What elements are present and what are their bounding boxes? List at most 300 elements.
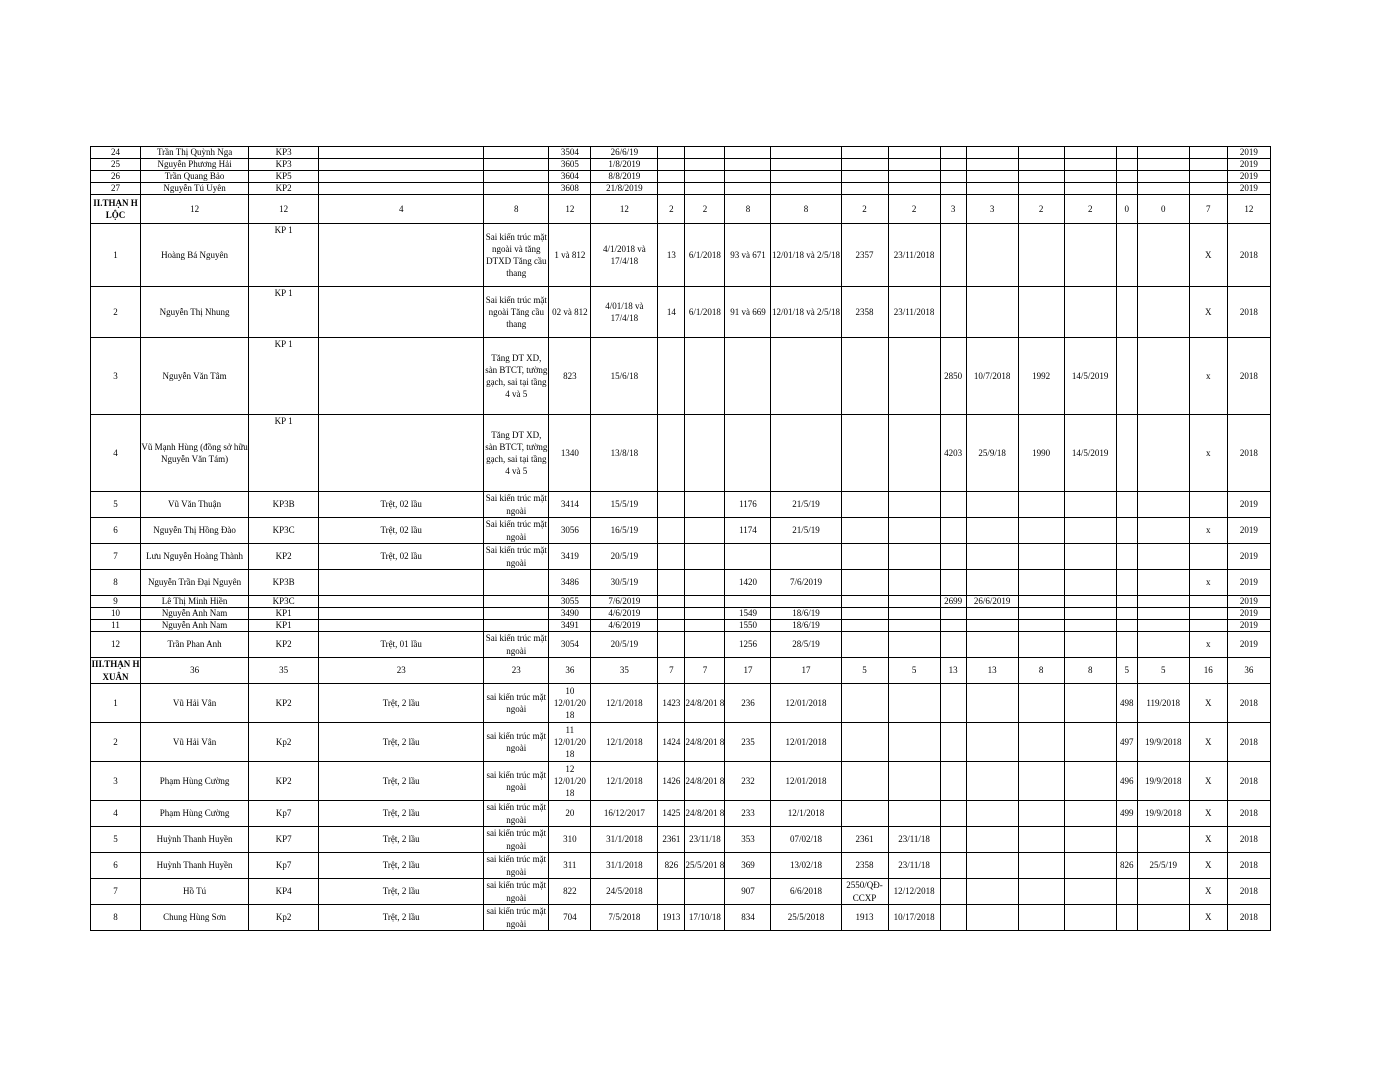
cell-name: Nguyễn Văn Tâm <box>141 338 249 415</box>
cell-c4-no <box>940 224 966 287</box>
cell-c5-no <box>1018 544 1064 570</box>
cell-area: KP3B <box>249 492 319 518</box>
cell-doc-date: 20/5/19 <box>591 544 658 570</box>
cell-c3-date <box>888 608 940 620</box>
cell-c3-date <box>888 147 940 159</box>
cell-doc-no: 12 <box>549 195 591 224</box>
cell-violation: sai kiến trúc mặt ngoài <box>484 827 549 853</box>
cell-stt: 9 <box>91 596 141 608</box>
cell-c3-no <box>841 596 888 608</box>
cell-c1-date <box>685 338 725 415</box>
cell-c1-date: 24/8/201 8 <box>685 723 725 762</box>
cell-doc-no: 3414 <box>549 492 591 518</box>
cell-c1-no <box>658 518 685 544</box>
cell-name: Nguyễn Tú Uyên <box>141 183 249 195</box>
cell-area: KP1 <box>249 620 319 632</box>
cell-c4-no <box>940 570 966 596</box>
table-row <box>91 224 1271 287</box>
cell-name: Vũ Hải Vân <box>141 684 249 723</box>
cell-c4-date <box>966 723 1018 762</box>
cell-c6-date <box>1137 224 1189 287</box>
cell-mark: x <box>1189 338 1227 415</box>
cell-c5-date <box>1064 853 1116 879</box>
cell-c3-date: 12/12/2018 <box>888 879 940 905</box>
cell-name: Trần Thị Quỳnh Nga <box>141 147 249 159</box>
cell-c5-no <box>1018 570 1064 596</box>
cell-mark: X <box>1189 287 1227 338</box>
cell-mark: X <box>1189 801 1227 827</box>
cell-c3-no <box>841 518 888 544</box>
cell-stt: 12 <box>91 632 141 658</box>
cell-c1-no <box>658 183 685 195</box>
cell-stt: 25 <box>91 159 141 171</box>
cell-violation <box>484 147 549 159</box>
cell-c3-date <box>888 620 940 632</box>
cell-violation: 8 <box>484 195 549 224</box>
cell-area: Kp2 <box>249 723 319 762</box>
cell-c5-date <box>1064 620 1116 632</box>
cell-c5-date <box>1064 544 1116 570</box>
cell-c1-date <box>685 879 725 905</box>
cell-stt: 10 <box>91 608 141 620</box>
cell-doc-no: 3055 <box>549 596 591 608</box>
cell-name: Huỳnh Thanh Huyền <box>141 827 249 853</box>
cell-stt: 7 <box>91 879 141 905</box>
cell-floors: Trệt, 2 lầu <box>319 723 484 762</box>
cell-doc-no: 310 <box>549 827 591 853</box>
cell-c2-date <box>771 147 841 159</box>
cell-floors <box>319 183 484 195</box>
cell-year: 2019 <box>1227 632 1270 658</box>
cell-floors: 23 <box>319 658 484 684</box>
cell-c2-date: 12/01/2018 <box>771 762 841 801</box>
cell-c3-no: 1913 <box>841 905 888 931</box>
cell-year: 2019 <box>1227 518 1270 544</box>
cell-area: 35 <box>249 658 319 684</box>
cell-violation: Sai kiến trúc mặt ngoài <box>485 519 547 542</box>
cell-c1-no: 1424 <box>658 723 685 762</box>
cell-area: KP2 <box>249 544 319 570</box>
cell-doc-date: 20/5/19 <box>591 632 658 658</box>
cell-c2-no: 232 <box>725 762 771 801</box>
table-row <box>91 287 1271 338</box>
cell-c6-date <box>1137 879 1189 905</box>
cell-violation <box>484 608 549 620</box>
cell-c1-no: 1913 <box>658 905 685 931</box>
cell-floors <box>319 147 484 159</box>
cell-c2-date: 12/01/18 và 2/5/18 <box>771 287 841 338</box>
cell-c1-date <box>685 147 725 159</box>
cell-name: Huỳnh Thanh Huyền <box>141 853 249 879</box>
cell-c6-no <box>1116 492 1137 518</box>
cell-c1-no: 1426 <box>658 762 685 801</box>
table-row <box>91 801 1271 827</box>
cell-c4-date: 13 <box>966 658 1018 684</box>
cell-name: Lê Thị Minh Hiền <box>141 596 249 608</box>
cell-name: 12 <box>141 195 249 224</box>
cell-c1-no <box>658 492 685 518</box>
cell-mark: X <box>1189 684 1227 723</box>
cell-violation: Sai kiến trúc mặt ngoài và tăng DTXD Tăng cầu thang <box>484 224 549 287</box>
table-row <box>91 723 1271 762</box>
cell-mark: 7 <box>1189 195 1227 224</box>
cell-c1-date <box>685 544 725 570</box>
cell-c4-no <box>940 762 966 801</box>
cell-c2-no: 17 <box>725 658 771 684</box>
cell-doc-no: 311 <box>549 853 591 879</box>
cell-c3-date <box>888 762 940 801</box>
cell-doc-no: 3605 <box>549 159 591 171</box>
cell-floors <box>319 608 484 620</box>
cell-year: 2019 <box>1227 596 1270 608</box>
cell-c2-date <box>771 183 841 195</box>
cell-floors: Trệt, 2 lầu <box>319 801 484 827</box>
cell-c3-date: 23/11/18 <box>888 827 940 853</box>
cell-c5-date <box>1064 287 1116 338</box>
cell-c2-date: 17 <box>771 658 841 684</box>
cell-stt: III.THẠN H XUÂN <box>91 659 140 682</box>
cell-c6-date: 119/2018 <box>1137 684 1189 723</box>
cell-c2-date: 21/5/19 <box>771 492 841 518</box>
cell-c6-date <box>1137 287 1189 338</box>
cell-c2-no <box>725 596 771 608</box>
cell-c2-no: 1176 <box>725 492 771 518</box>
cell-c5-date <box>1064 596 1116 608</box>
cell-c2-date <box>771 544 841 570</box>
table-row <box>91 518 1271 544</box>
cell-c5-date <box>1064 827 1116 853</box>
cell-c4-date <box>966 287 1018 338</box>
cell-doc-no: 3056 <box>549 518 591 544</box>
cell-c4-no <box>940 171 966 183</box>
cell-c6-no <box>1116 159 1137 171</box>
cell-year: 36 <box>1227 658 1270 684</box>
cell-c4-no <box>940 620 966 632</box>
cell-c6-no <box>1116 620 1137 632</box>
cell-name: Vũ Hải Vân <box>141 723 249 762</box>
cell-c1-date <box>685 159 725 171</box>
cell-c5-date <box>1064 492 1116 518</box>
cell-c5-no <box>1018 183 1064 195</box>
cell-year: 2019 <box>1227 608 1270 620</box>
cell-c6-date <box>1137 827 1189 853</box>
cell-mark <box>1189 492 1227 518</box>
cell-mark <box>1189 608 1227 620</box>
table-row <box>91 762 1271 801</box>
cell-year: 2019 <box>1227 492 1270 518</box>
cell-c5-date <box>1064 171 1116 183</box>
cell-c1-no: 2361 <box>658 827 685 853</box>
cell-c6-date <box>1137 620 1189 632</box>
cell-doc-no: 02 và 812 <box>549 287 591 338</box>
cell-c4-date <box>966 620 1018 632</box>
cell-year: 2018 <box>1227 853 1270 879</box>
cell-floors: 4 <box>319 195 484 224</box>
cell-c5-date <box>1064 905 1116 931</box>
cell-stt: 6 <box>91 518 141 544</box>
cell-floors <box>319 224 484 287</box>
cell-c3-no: 2 <box>841 195 888 224</box>
cell-c6-date <box>1137 415 1189 492</box>
cell-stt: 26 <box>91 171 141 183</box>
cell-area: KP2 <box>249 684 319 723</box>
cell-c3-date <box>888 492 940 518</box>
cell-c4-no <box>940 853 966 879</box>
cell-stt: 8 <box>91 570 141 596</box>
cell-c2-no <box>725 183 771 195</box>
cell-area: Kp7 <box>249 853 319 879</box>
cell-c5-date <box>1064 608 1116 620</box>
cell-c5-no <box>1018 287 1064 338</box>
cell-c1-no <box>658 338 685 415</box>
cell-year: 2019 <box>1227 171 1270 183</box>
cell-c4-no <box>940 287 966 338</box>
cell-c4-no: 2850 <box>940 338 966 415</box>
cell-c4-no <box>940 827 966 853</box>
cell-floors <box>319 159 484 171</box>
cell-c1-no <box>658 596 685 608</box>
cell-c2-date: 25/5/2018 <box>771 905 841 931</box>
cell-name: Nguyễn Anh Nam <box>141 620 249 632</box>
cell-c1-no <box>658 620 685 632</box>
cell-c2-date: 12/01/18 và 2/5/18 <box>771 224 841 287</box>
cell-c6-no <box>1116 183 1137 195</box>
cell-c1-no <box>658 159 685 171</box>
cell-c3-date <box>888 544 940 570</box>
cell-mark: X <box>1189 827 1227 853</box>
cell-violation <box>484 159 549 171</box>
cell-mark <box>1189 147 1227 159</box>
cell-c3-date: 2 <box>888 195 940 224</box>
cell-c5-no <box>1018 596 1064 608</box>
cell-c6-date <box>1137 905 1189 931</box>
cell-c6-no: 497 <box>1116 723 1137 762</box>
cell-stt: 6 <box>91 853 141 879</box>
cell-c3-date <box>888 684 940 723</box>
cell-c1-no: 2 <box>658 195 685 224</box>
cell-c2-no: 1420 <box>725 570 771 596</box>
cell-c4-no <box>940 879 966 905</box>
cell-c2-date <box>771 338 841 415</box>
cell-c3-no <box>841 147 888 159</box>
cell-area: KP4 <box>249 879 319 905</box>
cell-c3-date: 23/11/2018 <box>888 224 940 287</box>
cell-stt: 4 <box>91 801 141 827</box>
cell-area: KP3B <box>249 570 319 596</box>
cell-c3-no <box>841 338 888 415</box>
cell-c1-date <box>685 608 725 620</box>
cell-floors: Trệt, 2 lầu <box>319 853 484 879</box>
cell-mark: X <box>1189 879 1227 905</box>
cell-violation: sai kiến trúc mặt ngoài <box>484 879 549 905</box>
cell-c5-no <box>1018 827 1064 853</box>
cell-c1-no <box>658 415 685 492</box>
cell-year: 2019 <box>1227 544 1270 570</box>
cell-c1-date: 17/10/18 <box>685 905 725 931</box>
cell-c2-no <box>725 147 771 159</box>
cell-c2-no: 236 <box>725 684 771 723</box>
cell-year: 2018 <box>1227 287 1270 338</box>
cell-area: 12 <box>249 195 319 224</box>
cell-c2-no <box>725 544 771 570</box>
table-row <box>91 544 1271 570</box>
cell-doc-date: 13/8/18 <box>591 415 658 492</box>
cell-c2-date: 8 <box>771 195 841 224</box>
cell-c4-date <box>966 544 1018 570</box>
cell-c1-no <box>658 147 685 159</box>
cell-area: KP 1 <box>249 338 319 415</box>
cell-c5-no <box>1018 608 1064 620</box>
cell-area: KP3 <box>249 159 319 171</box>
cell-doc-date: 12/1/2018 <box>591 762 658 801</box>
cell-c5-no <box>1018 518 1064 544</box>
cell-c3-no <box>841 762 888 801</box>
cell-c4-no: 3 <box>940 195 966 224</box>
cell-c5-no: 2 <box>1018 195 1064 224</box>
cell-doc-no: 3054 <box>549 632 591 658</box>
cell-c1-no <box>658 632 685 658</box>
cell-c5-no: 1992 <box>1018 338 1064 415</box>
cell-c3-no <box>841 171 888 183</box>
cell-year: 12 <box>1227 195 1270 224</box>
cell-c3-date <box>888 159 940 171</box>
cell-c2-date <box>771 171 841 183</box>
cell-doc-date: 15/6/18 <box>591 338 658 415</box>
cell-c4-date: 3 <box>966 195 1018 224</box>
cell-c3-no <box>841 620 888 632</box>
cell-c1-date: 2 <box>685 195 725 224</box>
cell-doc-no: 10 12/01/20 18 <box>549 684 591 723</box>
cell-c6-date: 0 <box>1137 195 1189 224</box>
cell-doc-no: 3419 <box>549 544 591 570</box>
cell-mark <box>1189 171 1227 183</box>
cell-c1-date: 7 <box>685 658 725 684</box>
cell-c5-date <box>1064 159 1116 171</box>
cell-c6-no <box>1116 544 1137 570</box>
cell-c1-no: 14 <box>658 287 685 338</box>
cell-c3-date: 10/17/2018 <box>888 905 940 931</box>
table-row <box>91 147 1271 159</box>
cell-c1-date: 24/8/201 8 <box>685 762 725 801</box>
cell-c5-date <box>1064 879 1116 905</box>
cell-c4-date <box>966 684 1018 723</box>
cell-c5-date <box>1064 684 1116 723</box>
cell-c2-no <box>725 415 771 492</box>
cell-violation: sai kiến trúc mặt ngoài <box>484 905 549 931</box>
cell-mark <box>1189 620 1227 632</box>
cell-c1-no: 13 <box>658 224 685 287</box>
cell-c6-date <box>1137 492 1189 518</box>
cell-c4-no <box>940 632 966 658</box>
cell-c3-date <box>888 723 940 762</box>
cell-c4-no <box>940 159 966 171</box>
cell-c2-no: 1256 <box>725 632 771 658</box>
table-row <box>91 570 1271 596</box>
cell-c2-no: 1549 <box>725 608 771 620</box>
cell-c6-date: 19/9/2018 <box>1137 801 1189 827</box>
cell-doc-no: 3608 <box>549 183 591 195</box>
cell-c4-date <box>966 853 1018 879</box>
cell-c4-no: 2699 <box>940 596 966 608</box>
cell-stt: 2 <box>91 287 141 338</box>
cell-c1-no <box>658 879 685 905</box>
cell-mark <box>1189 183 1227 195</box>
cell-stt: 3 <box>91 338 141 415</box>
cell-c3-no <box>841 723 888 762</box>
cell-c1-no <box>658 544 685 570</box>
cell-c5-no <box>1018 632 1064 658</box>
cell-c6-date <box>1137 159 1189 171</box>
cell-year: 2019 <box>1227 159 1270 171</box>
cell-c3-date <box>888 570 940 596</box>
cell-name: Hồ Tú <box>141 879 249 905</box>
cell-year: 2019 <box>1227 183 1270 195</box>
cell-c4-no <box>940 544 966 570</box>
cell-area: KP5 <box>249 171 319 183</box>
cell-doc-date: 16/12/2017 <box>591 801 658 827</box>
cell-c5-date: 14/5/2019 <box>1064 415 1116 492</box>
cell-c4-date <box>966 518 1018 544</box>
cell-violation <box>484 570 549 596</box>
cell-c3-date <box>888 171 940 183</box>
cell-c4-date: 25/9/18 <box>966 415 1018 492</box>
cell-c3-no <box>841 183 888 195</box>
cell-c2-no: 907 <box>725 879 771 905</box>
cell-doc-date: 30/5/19 <box>591 570 658 596</box>
cell-doc-no: 20 <box>549 801 591 827</box>
cell-doc-date: 1/8/2019 <box>591 159 658 171</box>
cell-c3-date: 23/11/2018 <box>888 287 940 338</box>
cell-c2-no: 91 và 669 <box>725 287 771 338</box>
records-table <box>90 146 1271 931</box>
cell-year: 2018 <box>1227 827 1270 853</box>
cell-mark: X <box>1189 224 1227 287</box>
cell-c5-no <box>1018 905 1064 931</box>
cell-c2-date: 7/6/2019 <box>771 570 841 596</box>
table-row <box>91 171 1271 183</box>
cell-doc-no: 12 12/01/20 18 <box>549 762 591 801</box>
cell-c5-date <box>1064 147 1116 159</box>
cell-stt: 5 <box>91 492 141 518</box>
cell-c5-date: 2 <box>1064 195 1116 224</box>
cell-c1-date <box>685 596 725 608</box>
cell-c6-date <box>1137 632 1189 658</box>
cell-c1-date <box>685 632 725 658</box>
cell-violation: sai kiến trúc mặt ngoài <box>484 801 549 827</box>
cell-c4-date <box>966 905 1018 931</box>
cell-c4-no <box>940 492 966 518</box>
cell-mark: X <box>1189 905 1227 931</box>
cell-c6-date <box>1137 147 1189 159</box>
cell-c3-no <box>841 801 888 827</box>
cell-c3-date <box>888 632 940 658</box>
table-row <box>91 338 1271 415</box>
cell-stt: 7 <box>91 544 141 570</box>
cell-c4-date <box>966 159 1018 171</box>
cell-c2-date: 12/01/2018 <box>771 723 841 762</box>
cell-area: KP3C <box>249 518 319 544</box>
cell-violation: sai kiến trúc mặt ngoài <box>484 723 549 762</box>
cell-stt: 27 <box>91 183 141 195</box>
cell-c5-date <box>1064 518 1116 544</box>
cell-c3-no <box>841 159 888 171</box>
cell-c1-date <box>685 570 725 596</box>
cell-name: Phạm Hùng Cường <box>141 801 249 827</box>
cell-year: 2018 <box>1227 723 1270 762</box>
cell-c3-no: 5 <box>841 658 888 684</box>
table-row <box>91 415 1271 492</box>
cell-c4-no <box>940 905 966 931</box>
